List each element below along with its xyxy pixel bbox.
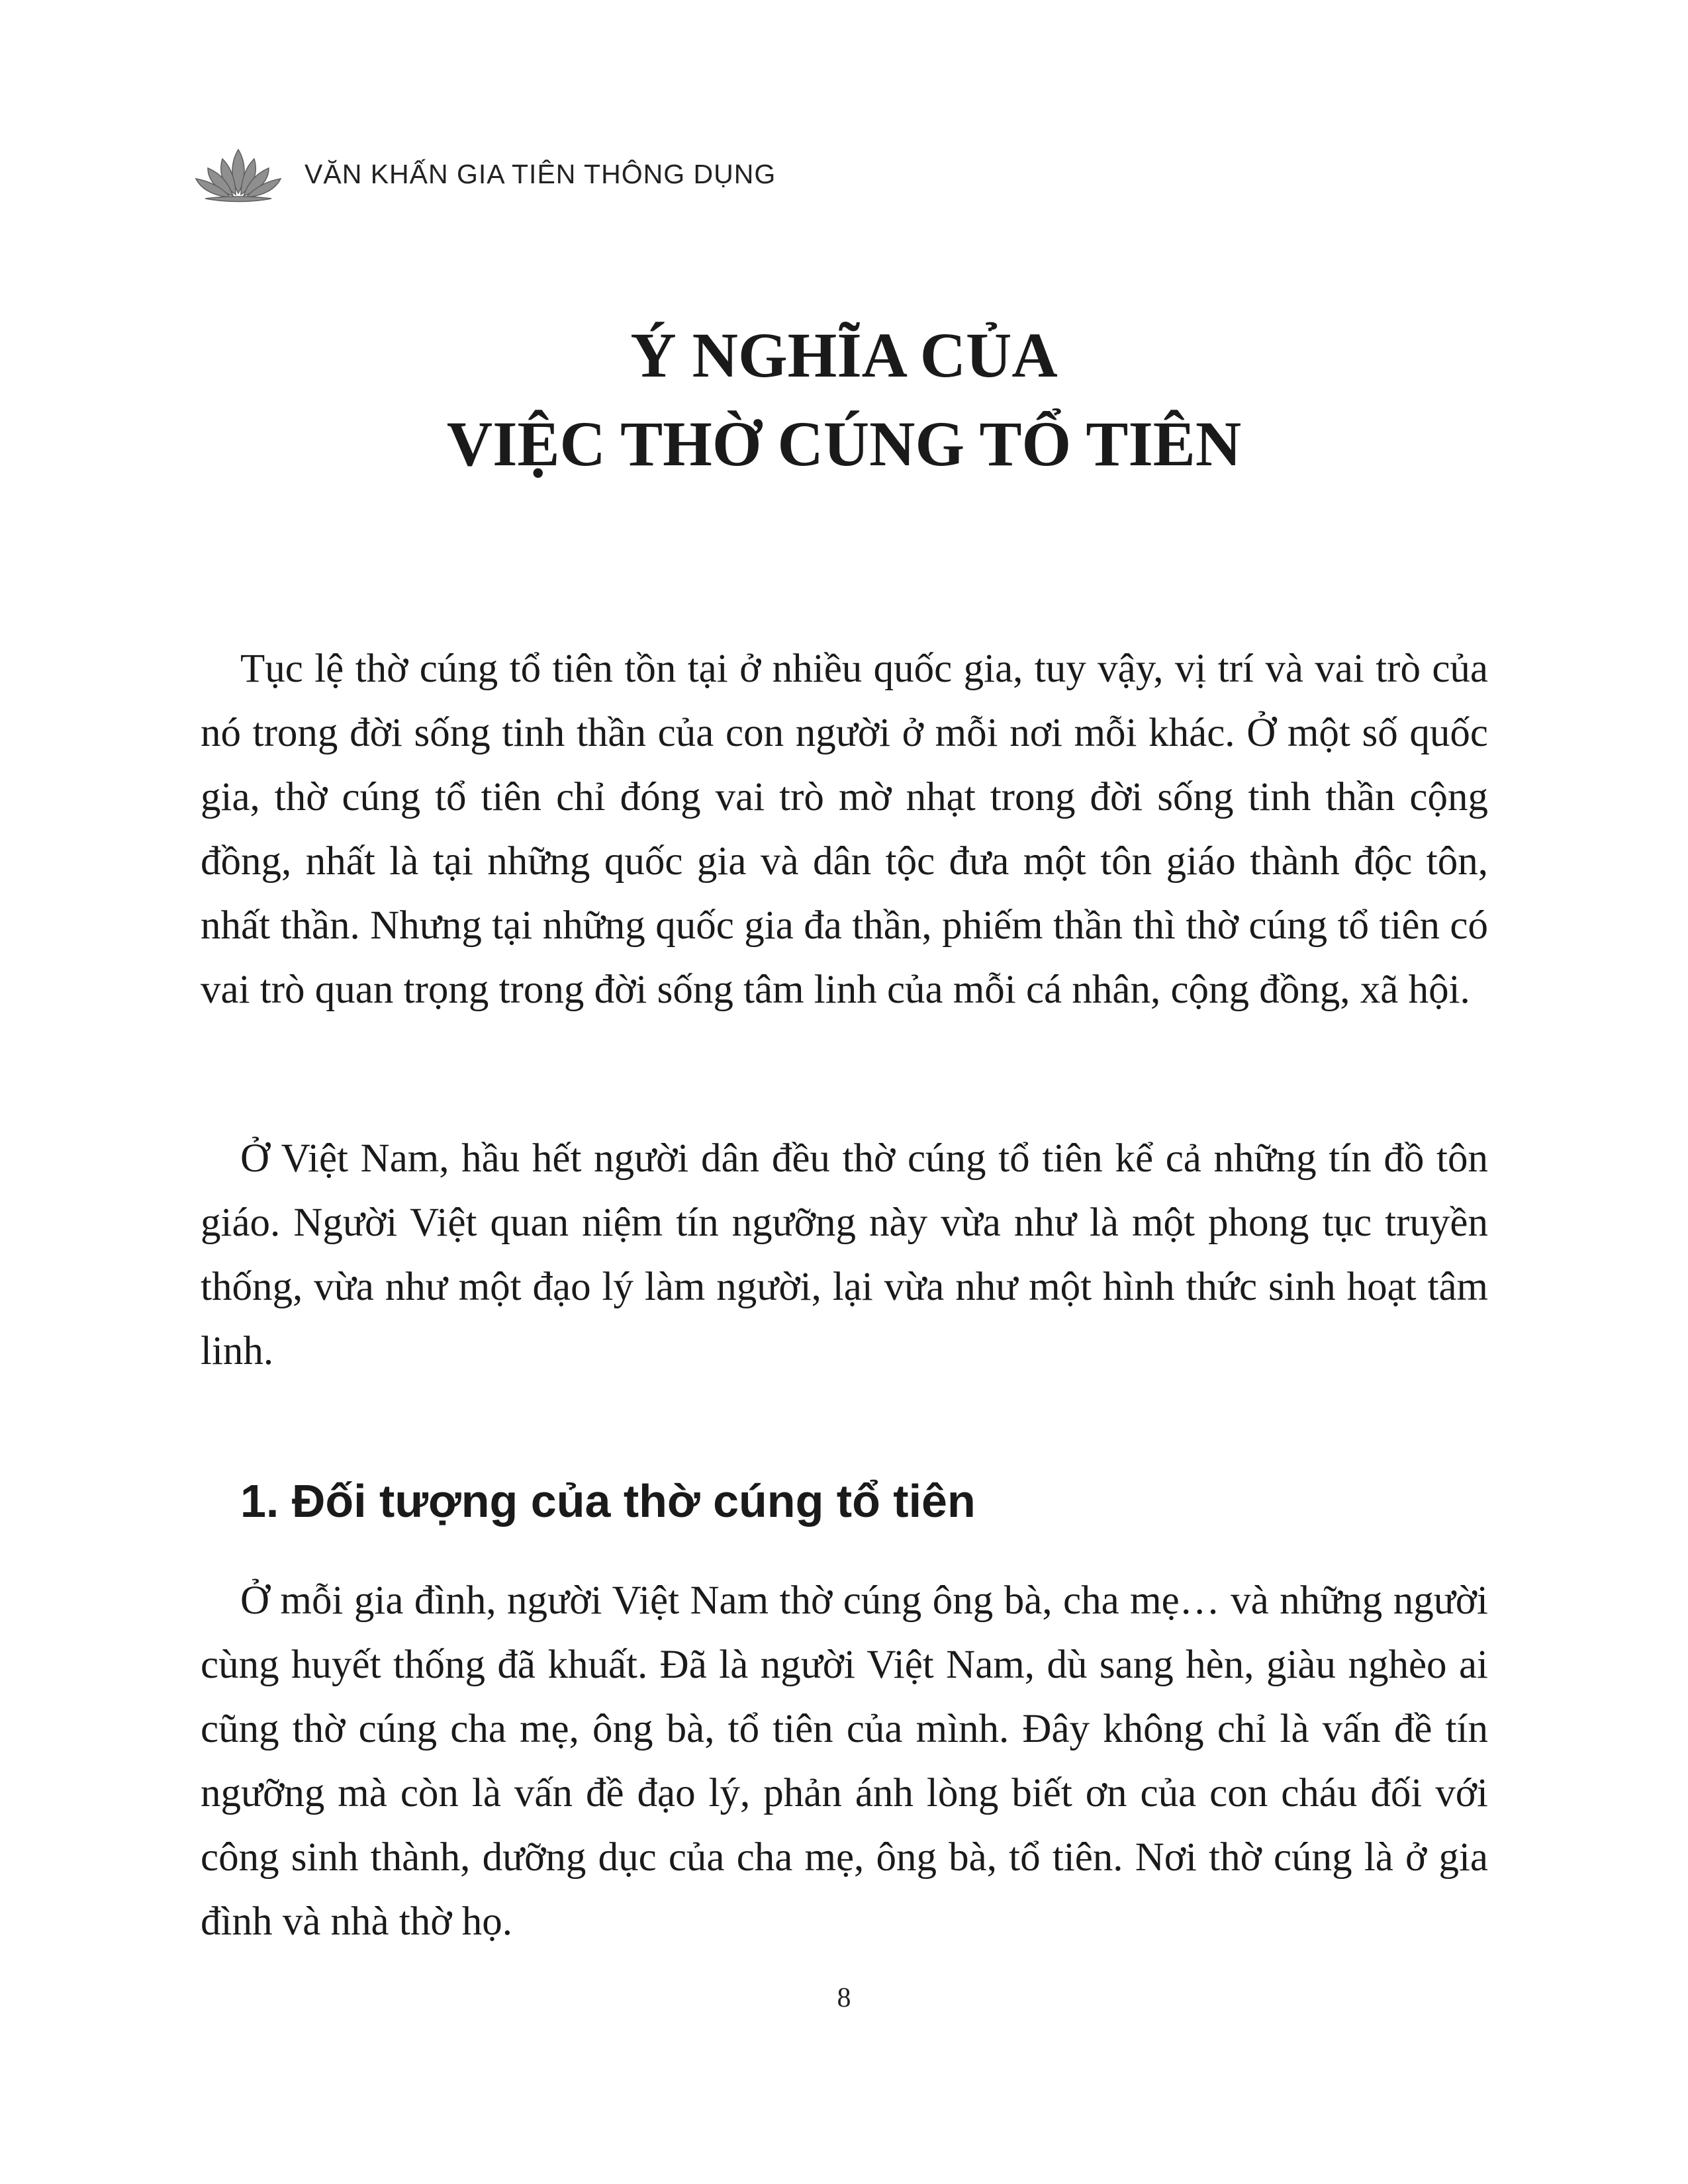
section-1-paragraph [201, 1569, 1488, 1954]
running-header-title: VĂN KHẤN GIA TIÊN THÔNG DỤNG [305, 158, 776, 189]
paragraph-text: Ở Việt Nam, hầu hết người dân đều thờ cúng tổ tiên kể cả những tín đồ tôn giáo. Người Việt quan niệm tín ngưỡng này vừa như là một phong tục truyền thống, vừa như một đạo lý làm người, lại vừa như một hình thức sinh hoạt tâm linh. [201, 1136, 1488, 1373]
lotus-icon [192, 144, 285, 204]
intro-paragraph-2 [201, 1126, 1488, 1383]
paragraph-text: Ở mỗi gia đình, người Việt Nam thờ cúng ông bà, cha mẹ… và những người cùng huyết thống đã khuất. Đã là người Việt Nam, dù sang hèn, giàu nghèo ai cũng thờ cúng cha mẹ, ông bà, tổ tiên của mình. Đây không chỉ là vấn đề tín ngưỡng mà còn là vấn đề đạo lý, phản ánh lòng biết ơn của con cháu đối với công sinh thành, dưỡng dục của cha mẹ, ông bà, tổ tiên. Nơi thờ cúng là ở gia đình và nhà thờ họ. [201, 1578, 1488, 1944]
paragraph-text: Tục lệ thờ cúng tổ tiên tồn tại ở nhiều quốc gia, tuy vậy, vị trí và vai trò của nó trong đời sống tinh thần của con người ở mỗi nơi mỗi khác. Ở một số quốc gia, thờ cúng tổ tiên chỉ đóng vai trò mờ nhạt trong đời sống tinh thần cộng đồng, nhất là tại những quốc gia và dân tộc đưa một tôn giáo thành độc tôn, nhất thần. Nhưng tại những quốc gia đa thần, phiếm thần thì thờ cúng tổ tiên có vai trò quan trọng trong đời sống tâm linh của mỗi cá nhân, cộng đồng, xã hội. [201, 647, 1488, 1012]
chapter-title [0, 311, 1688, 488]
chapter-title-line-2: VIỆC THỜ CÚNG TỔ TIÊN [446, 408, 1242, 479]
section-heading: 1. Đối tượng của thờ cúng tổ tiên [240, 1475, 976, 1527]
page-number: 8 [837, 1983, 851, 2013]
intro-paragraph-1 [201, 637, 1488, 1022]
chapter-title-line-1: Ý NGHĨA CỦA [630, 320, 1058, 390]
running-header [192, 144, 776, 204]
